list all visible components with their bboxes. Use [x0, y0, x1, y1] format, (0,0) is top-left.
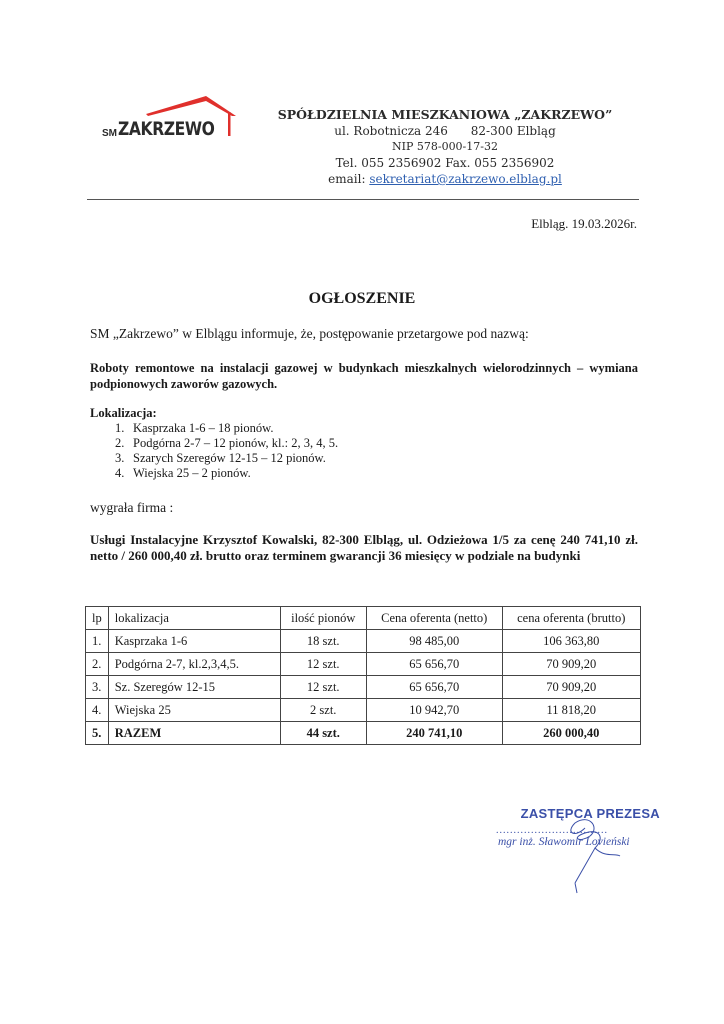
table-row: 3. Sz. Szeregów 12-15 12 szt. 65 656,70 70 909,20 [86, 676, 641, 699]
winner-text: Usługi Instalacyjne Krzysztof Kowalski, 82-300 Elbląg, ul. Odzieżowa 1/5 za cenę 240 741,10 zł. netto / 260 000,40 zł. brutto oraz terminem gwarancji 36 miesięcy w podziale na budynki [90, 532, 638, 563]
header-lp: lp [86, 607, 109, 630]
document-date: Elbląg. 19.03.2026r. [531, 216, 637, 231]
table-row: 4. Wiejska 25 2 szt. 10 942,70 11 818,20 [86, 699, 641, 722]
email-link[interactable]: sekretariat@zakrzewo.elblag.pl [369, 172, 562, 186]
table-row: 1. Kasprzaka 1-6 18 szt. 98 485,00 106 363,80 [86, 630, 641, 653]
intro-text: SM „Zakrzewo” w Elblągu informuje, że, postępowanie przetargowe pod nazwą: [90, 326, 529, 341]
email-label: email: [328, 172, 370, 186]
table-header-row [86, 607, 641, 630]
signature-dotted-line: ................................ [496, 825, 608, 836]
handwritten-signature-icon [545, 808, 635, 898]
locations-section [90, 406, 638, 481]
header-gross-price: cena oferenta (brutto) [502, 607, 640, 630]
address: ul. Robotnicza 246 82-300 Elbląg [334, 124, 556, 138]
logo [96, 94, 236, 150]
header-divider [87, 199, 639, 200]
locations-heading: Lokalizacja: [90, 406, 157, 420]
locations-list [90, 421, 638, 481]
table-row: 2. Podgórna 2-7, kl.2,3,4,5. 12 szt. 65 656,70 70 909,20 [86, 653, 641, 676]
list-item: 2. Podgórna 2-7 – 12 pionów, kl.: 2, 3, 4, 5. [115, 436, 339, 450]
nip: NIP 578-000-17-32 [391, 140, 498, 153]
email-line [270, 171, 620, 187]
signature-role: ZASTĘPCA PREZESA [520, 806, 660, 821]
list-item: 4. Wiejska 25 – 2 pionów. [115, 466, 251, 480]
offer-table [85, 606, 641, 745]
list-item: 1. Kasprzaka 1-6 – 18 pionów. [115, 421, 274, 435]
logo-name: ZAKRZEWO [118, 118, 215, 140]
signature-stamp [496, 806, 670, 848]
document-title: OGŁOSZENIE [308, 290, 416, 307]
logo-prefix: SM [102, 128, 117, 139]
header-location: lokalizacja [108, 607, 280, 630]
tender-name: Roboty remontowe na instalacji gazowej w budynkach mieszkalnych wielorodzinnych – wymiana podpionowych zaworów gazowych. [90, 361, 638, 391]
table-total-row: 5. RAZEM 44 szt. 240 741,10 260 000,40 [86, 722, 641, 745]
list-item: 3. Szarych Szeregów 12-15 – 12 pionów. [115, 451, 326, 465]
header-risers: ilość pionów [280, 607, 366, 630]
header-net-price: Cena oferenta (netto) [366, 607, 502, 630]
winner-label: wygrała firma : [90, 500, 174, 515]
letterhead [270, 107, 620, 187]
signature-name: mgr inż. Sławomir Lovieński [498, 836, 630, 848]
organization-name: SPÓŁDZIELNIA MIESZKANIOWA „ZAKRZEWO” [277, 107, 613, 122]
phone-fax: Tel. 055 2356902 Fax. 055 2356902 [335, 156, 555, 170]
